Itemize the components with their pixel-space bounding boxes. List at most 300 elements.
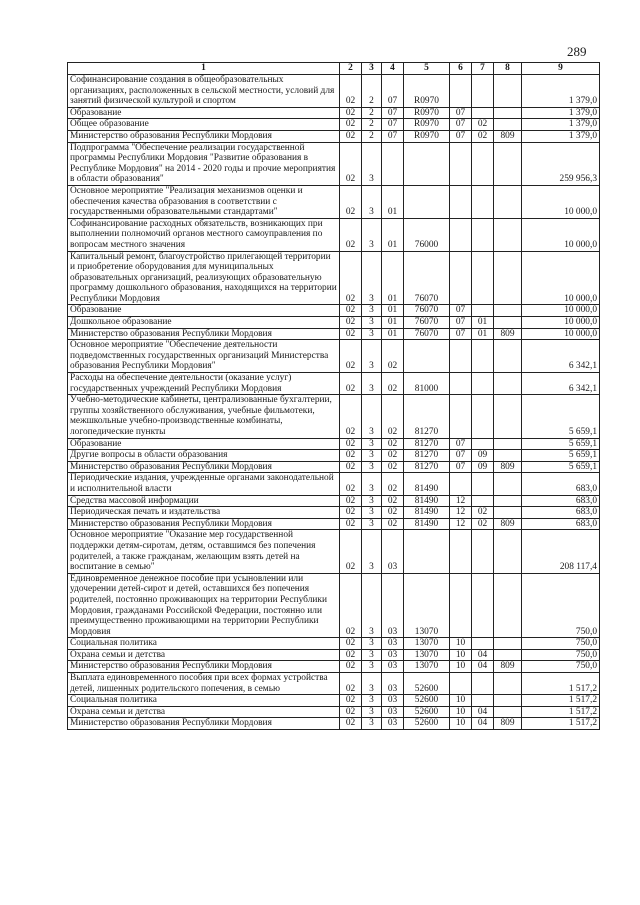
code-cell-6: 07: [450, 450, 472, 462]
code-cell-4: 03: [382, 530, 404, 573]
amount-cell: 750,0: [522, 649, 600, 661]
code-cell-4: 02: [382, 473, 404, 495]
code-cell-4: 02: [382, 450, 404, 462]
code-cell-5: 76070: [404, 305, 450, 317]
table-row: [68, 450, 600, 462]
code-cell-3: 3: [362, 507, 382, 519]
code-cell-4: 02: [382, 518, 404, 530]
code-cell-3: 3: [362, 706, 382, 718]
code-cell-2: 02: [340, 317, 362, 329]
amount-cell: 5 659,1: [522, 461, 600, 473]
table-row: [68, 142, 600, 185]
table-row: [68, 638, 600, 650]
code-cell-3: 3: [362, 340, 382, 373]
code-cell-3: 3: [362, 317, 382, 329]
code-cell-2: 02: [340, 495, 362, 507]
header-cell: 5: [404, 63, 450, 75]
code-cell-6: [450, 673, 472, 695]
code-cell-7: 09: [472, 450, 494, 462]
code-cell-2: 02: [340, 107, 362, 119]
amount-cell: 1 379,0: [522, 75, 600, 108]
code-cell-6: 07: [450, 438, 472, 450]
code-cell-7: [472, 142, 494, 185]
code-cell-8: [494, 218, 522, 251]
amount-cell: 1 517,2: [522, 673, 600, 695]
amount-cell: 683,0: [522, 507, 600, 519]
code-cell-7: 04: [472, 661, 494, 673]
code-cell-3: 3: [362, 573, 382, 638]
code-cell-4: 07: [382, 130, 404, 142]
row-name-cell: Министерство образования Республики Мордовия: [68, 130, 340, 142]
code-cell-2: 02: [340, 530, 362, 573]
amount-cell: 6 342,1: [522, 340, 600, 373]
code-cell-5: 81490: [404, 518, 450, 530]
row-name-cell: Основное мероприятие "Обеспечение деятельности подведомственных государственных организаций Министерства образования Республики Мордовия": [68, 340, 340, 373]
code-cell-2: 02: [340, 119, 362, 131]
code-cell-4: 02: [382, 507, 404, 519]
table-row: [68, 438, 600, 450]
code-cell-7: 02: [472, 119, 494, 131]
row-name-cell: Периодические издания, учрежденные органами законодательной и исполнительной власти: [68, 473, 340, 495]
amount-cell: 750,0: [522, 638, 600, 650]
amount-cell: 1 379,0: [522, 130, 600, 142]
code-cell-2: 02: [340, 305, 362, 317]
code-cell-3: 3: [362, 473, 382, 495]
code-cell-3: 3: [362, 218, 382, 251]
code-cell-4: 03: [382, 573, 404, 638]
code-cell-8: [494, 305, 522, 317]
code-cell-7: 04: [472, 706, 494, 718]
code-cell-4: 07: [382, 75, 404, 108]
row-name-cell: Дошкольное образование: [68, 317, 340, 329]
code-cell-4: 01: [382, 317, 404, 329]
code-cell-8: 809: [494, 518, 522, 530]
code-cell-2: 02: [340, 328, 362, 340]
code-cell-5: 13070: [404, 649, 450, 661]
row-name-cell: Охрана семьи и детства: [68, 649, 340, 661]
code-cell-5: 13070: [404, 573, 450, 638]
code-cell-8: [494, 450, 522, 462]
table-row: [68, 718, 600, 730]
code-cell-5: R0970: [404, 107, 450, 119]
row-name-cell: Капитальный ремонт, благоустройство прилегающей территории и приобретение оборудования для муниципальных образовательных организаций, реализующих образовательную программу дошкольного образования, находящихся на территории Республики Мордовия: [68, 251, 340, 305]
row-name-cell: Образование: [68, 305, 340, 317]
code-cell-5: R0970: [404, 130, 450, 142]
code-cell-6: 10: [450, 706, 472, 718]
code-cell-6: [450, 218, 472, 251]
amount-cell: 5 659,1: [522, 450, 600, 462]
table-row: [68, 317, 600, 329]
code-cell-4: 03: [382, 638, 404, 650]
code-cell-4: 02: [382, 395, 404, 438]
table-row: [68, 518, 600, 530]
code-cell-8: [494, 107, 522, 119]
code-cell-8: 809: [494, 718, 522, 730]
row-name-cell: Подпрограмма "Обеспечение реализации государственной программы Республики Мордовия "Развитие образования в Республике Мордовия" на 2014 - 2020 годы и прочие мероприятия в области образования": [68, 142, 340, 185]
code-cell-7: 02: [472, 507, 494, 519]
code-cell-7: [472, 573, 494, 638]
code-cell-6: [450, 530, 472, 573]
table-row: [68, 395, 600, 438]
code-cell-5: 81000: [404, 373, 450, 395]
code-cell-6: 07: [450, 461, 472, 473]
table-row: [68, 130, 600, 142]
code-cell-6: [450, 573, 472, 638]
row-name-cell: Единовременное денежное пособие при усыновлении или удочерении детей-сирот и детей, оставшихся без попечения родителей, постоянно проживающих на территории Республики Мордовия, гражданами Российской Федерации, постоянно или преимущественно проживающими на территории Республики Мордовия: [68, 573, 340, 638]
code-cell-7: [472, 473, 494, 495]
code-cell-6: 07: [450, 119, 472, 131]
code-cell-8: [494, 473, 522, 495]
code-cell-7: [472, 107, 494, 119]
amount-cell: 10 000,0: [522, 251, 600, 305]
code-cell-4: 03: [382, 673, 404, 695]
code-cell-4: 03: [382, 661, 404, 673]
code-cell-6: [450, 340, 472, 373]
code-cell-5: 13070: [404, 661, 450, 673]
code-cell-3: 3: [362, 142, 382, 185]
code-cell-2: 02: [340, 649, 362, 661]
code-cell-8: [494, 119, 522, 131]
amount-cell: 10 000,0: [522, 185, 600, 218]
code-cell-2: 02: [340, 473, 362, 495]
table-row: [68, 305, 600, 317]
code-cell-3: 3: [362, 649, 382, 661]
row-name-cell: Министерство образования Республики Мордовия: [68, 461, 340, 473]
code-cell-2: 02: [340, 573, 362, 638]
code-cell-4: 01: [382, 328, 404, 340]
table-row: [68, 530, 600, 573]
code-cell-4: 01: [382, 185, 404, 218]
code-cell-3: 3: [362, 638, 382, 650]
code-cell-2: 02: [340, 340, 362, 373]
code-cell-8: [494, 340, 522, 373]
code-cell-2: 02: [340, 661, 362, 673]
row-name-cell: Общее образование: [68, 119, 340, 131]
code-cell-2: 02: [340, 373, 362, 395]
code-cell-8: [494, 75, 522, 108]
amount-cell: 5 659,1: [522, 395, 600, 438]
amount-cell: 208 117,4: [522, 530, 600, 573]
table-row: [68, 328, 600, 340]
amount-cell: 1 517,2: [522, 718, 600, 730]
code-cell-7: [472, 438, 494, 450]
code-cell-5: 52600: [404, 673, 450, 695]
code-cell-6: [450, 251, 472, 305]
code-cell-6: 07: [450, 328, 472, 340]
table-row: [68, 507, 600, 519]
header-cell: 9: [522, 63, 600, 75]
code-cell-5: 81270: [404, 438, 450, 450]
code-cell-6: [450, 373, 472, 395]
code-cell-6: 07: [450, 130, 472, 142]
code-cell-7: [472, 395, 494, 438]
code-cell-8: [494, 507, 522, 519]
code-cell-8: [494, 395, 522, 438]
code-cell-3: 3: [362, 661, 382, 673]
budget-table: [67, 62, 600, 730]
code-cell-3: 3: [362, 395, 382, 438]
code-cell-3: 3: [362, 438, 382, 450]
code-cell-5: [404, 530, 450, 573]
code-cell-4: 01: [382, 251, 404, 305]
code-cell-4: 02: [382, 373, 404, 395]
row-name-cell: Министерство образования Республики Мордовия: [68, 718, 340, 730]
code-cell-2: 02: [340, 185, 362, 218]
code-cell-2: 02: [340, 518, 362, 530]
code-cell-4: 02: [382, 340, 404, 373]
code-cell-6: 12: [450, 518, 472, 530]
code-cell-3: 3: [362, 718, 382, 730]
code-cell-3: 3: [362, 450, 382, 462]
code-cell-4: 03: [382, 706, 404, 718]
code-cell-3: 3: [362, 695, 382, 707]
code-cell-4: 03: [382, 649, 404, 661]
row-name-cell: Министерство образования Республики Мордовия: [68, 518, 340, 530]
code-cell-5: 81270: [404, 395, 450, 438]
code-cell-4: 02: [382, 438, 404, 450]
code-cell-2: 02: [340, 450, 362, 462]
code-cell-3: 3: [362, 461, 382, 473]
code-cell-2: 02: [340, 218, 362, 251]
code-cell-2: 02: [340, 130, 362, 142]
code-cell-7: [472, 340, 494, 373]
row-name-cell: Министерство образования Республики Мордовия: [68, 661, 340, 673]
code-cell-2: 02: [340, 142, 362, 185]
code-cell-6: 10: [450, 661, 472, 673]
code-cell-6: 07: [450, 317, 472, 329]
code-cell-6: [450, 473, 472, 495]
code-cell-5: [404, 185, 450, 218]
row-name-cell: Софинансирование расходных обязательств, возникающих при выполнении полномочий органов местного самоуправления по вопросам местного значения: [68, 218, 340, 251]
code-cell-5: [404, 142, 450, 185]
code-cell-2: 02: [340, 706, 362, 718]
header-cell: 6: [450, 63, 472, 75]
code-cell-5: 81490: [404, 495, 450, 507]
code-cell-5: 76070: [404, 251, 450, 305]
header-cell: 3: [362, 63, 382, 75]
code-cell-2: 02: [340, 695, 362, 707]
code-cell-4: 02: [382, 461, 404, 473]
code-cell-7: 01: [472, 317, 494, 329]
code-cell-7: 02: [472, 518, 494, 530]
code-cell-3: 2: [362, 119, 382, 131]
amount-cell: 1 517,2: [522, 695, 600, 707]
code-cell-7: [472, 495, 494, 507]
code-cell-3: 3: [362, 185, 382, 218]
table-row: [68, 185, 600, 218]
table-row: [68, 75, 600, 108]
table-row: [68, 695, 600, 707]
code-cell-5: 13070: [404, 638, 450, 650]
code-cell-4: 01: [382, 305, 404, 317]
amount-cell: 10 000,0: [522, 317, 600, 329]
code-cell-8: [494, 530, 522, 573]
amount-cell: 683,0: [522, 473, 600, 495]
row-name-cell: Образование: [68, 438, 340, 450]
table-row: [68, 573, 600, 638]
code-cell-8: [494, 695, 522, 707]
amount-cell: 683,0: [522, 495, 600, 507]
amount-cell: 5 659,1: [522, 438, 600, 450]
code-cell-6: 12: [450, 507, 472, 519]
code-cell-3: 3: [362, 328, 382, 340]
code-cell-2: 02: [340, 461, 362, 473]
code-cell-2: 02: [340, 507, 362, 519]
code-cell-6: 10: [450, 638, 472, 650]
code-cell-3: 2: [362, 75, 382, 108]
code-cell-5: R0970: [404, 75, 450, 108]
code-cell-2: 02: [340, 395, 362, 438]
code-cell-6: [450, 142, 472, 185]
code-cell-8: 809: [494, 130, 522, 142]
code-cell-8: [494, 185, 522, 218]
code-cell-5: 76070: [404, 317, 450, 329]
code-cell-6: 07: [450, 107, 472, 119]
code-cell-5: [404, 340, 450, 373]
code-cell-5: 81490: [404, 507, 450, 519]
row-name-cell: Основное мероприятие "Оказание мер государственной поддержки детям-сиротам, детям, оставшимся без попечения родителей, а также гражданам, желающим взять детей на воспитание в семью": [68, 530, 340, 573]
code-cell-8: [494, 649, 522, 661]
amount-cell: 1 517,2: [522, 706, 600, 718]
amount-cell: 10 000,0: [522, 305, 600, 317]
code-cell-3: 3: [362, 373, 382, 395]
code-cell-7: [472, 530, 494, 573]
header-cell: 4: [382, 63, 404, 75]
row-name-cell: Министерство образования Республики Мордовия: [68, 328, 340, 340]
table-row: [68, 706, 600, 718]
code-cell-3: 3: [362, 518, 382, 530]
code-cell-8: [494, 706, 522, 718]
amount-cell: 10 000,0: [522, 218, 600, 251]
code-cell-3: 3: [362, 495, 382, 507]
code-cell-6: 10: [450, 649, 472, 661]
amount-cell: 683,0: [522, 518, 600, 530]
code-cell-8: [494, 673, 522, 695]
row-name-cell: Средства массовой информации: [68, 495, 340, 507]
code-cell-4: 03: [382, 695, 404, 707]
table-row: [68, 673, 600, 695]
row-name-cell: Образование: [68, 107, 340, 119]
row-name-cell: Выплата единовременного пособия при всех формах устройства детей, лишенных родительского попечения, в семью: [68, 673, 340, 695]
amount-cell: 750,0: [522, 573, 600, 638]
code-cell-6: [450, 395, 472, 438]
table-row: [68, 119, 600, 131]
code-cell-8: [494, 373, 522, 395]
code-cell-7: [472, 373, 494, 395]
code-cell-7: [472, 251, 494, 305]
row-name-cell: Социальная политика: [68, 695, 340, 707]
amount-cell: 10 000,0: [522, 328, 600, 340]
code-cell-7: 01: [472, 328, 494, 340]
table-header-row: [68, 63, 600, 75]
table-row: [68, 340, 600, 373]
code-cell-5: 52600: [404, 695, 450, 707]
code-cell-3: 2: [362, 107, 382, 119]
code-cell-7: [472, 673, 494, 695]
code-cell-2: 02: [340, 638, 362, 650]
code-cell-5: R0970: [404, 119, 450, 131]
amount-cell: 1 379,0: [522, 107, 600, 119]
code-cell-5: 81270: [404, 450, 450, 462]
code-cell-7: 04: [472, 649, 494, 661]
row-name-cell: Софинансирование создания в общеобразовательных организациях, расположенных в сельской местности, условий для занятий физической культурой и спортом: [68, 75, 340, 108]
code-cell-3: 3: [362, 251, 382, 305]
table-row: [68, 661, 600, 673]
code-cell-4: [382, 142, 404, 185]
code-cell-2: 02: [340, 438, 362, 450]
code-cell-7: [472, 695, 494, 707]
table-row: [68, 373, 600, 395]
code-cell-7: [472, 185, 494, 218]
code-cell-7: 02: [472, 130, 494, 142]
code-cell-7: [472, 218, 494, 251]
code-cell-2: 02: [340, 673, 362, 695]
code-cell-2: 02: [340, 75, 362, 108]
code-cell-6: [450, 185, 472, 218]
code-cell-3: 3: [362, 530, 382, 573]
code-cell-3: 2: [362, 130, 382, 142]
code-cell-8: [494, 438, 522, 450]
table-row: [68, 649, 600, 661]
row-name-cell: Социальная политика: [68, 638, 340, 650]
code-cell-8: 809: [494, 461, 522, 473]
row-name-cell: Учебно-методические кабинеты, централизованные бухгалтерии, группы хозяйственного обслуживания, учебные фильмотеки, межшкольные учебно-производственные комбинаты, логопедические пункты: [68, 395, 340, 438]
code-cell-8: [494, 638, 522, 650]
row-name-cell: Основное мероприятие "Реализация механизмов оценки и обеспечения качества образования в соответствии с государственными образовательными стандартами": [68, 185, 340, 218]
row-name-cell: Расходы на обеспечение деятельности (оказание услуг) государственных учреждений Республики Мордовия: [68, 373, 340, 395]
row-name-cell: Другие вопросы в области образования: [68, 450, 340, 462]
header-cell: 1: [68, 63, 340, 75]
row-name-cell: Охрана семьи и детства: [68, 706, 340, 718]
code-cell-7: 09: [472, 461, 494, 473]
code-cell-8: [494, 317, 522, 329]
code-cell-4: 07: [382, 119, 404, 131]
code-cell-4: 02: [382, 495, 404, 507]
code-cell-7: 04: [472, 718, 494, 730]
code-cell-4: 03: [382, 718, 404, 730]
code-cell-5: 81490: [404, 473, 450, 495]
row-name-cell: Периодическая печать и издательства: [68, 507, 340, 519]
page-number: 289: [567, 44, 587, 59]
code-cell-8: [494, 573, 522, 638]
code-cell-8: 809: [494, 661, 522, 673]
table-row: [68, 461, 600, 473]
amount-cell: 750,0: [522, 661, 600, 673]
code-cell-8: [494, 142, 522, 185]
code-cell-4: 07: [382, 107, 404, 119]
code-cell-8: [494, 495, 522, 507]
code-cell-7: [472, 638, 494, 650]
code-cell-2: 02: [340, 718, 362, 730]
code-cell-5: 76000: [404, 218, 450, 251]
code-cell-5: 76070: [404, 328, 450, 340]
code-cell-8: [494, 251, 522, 305]
code-cell-2: 02: [340, 251, 362, 305]
header-cell: 8: [494, 63, 522, 75]
code-cell-5: 52600: [404, 718, 450, 730]
code-cell-3: 3: [362, 305, 382, 317]
table-body: [68, 75, 600, 730]
code-cell-6: 12: [450, 495, 472, 507]
header-cell: 2: [340, 63, 362, 75]
amount-cell: 6 342,1: [522, 373, 600, 395]
amount-cell: 259 956,3: [522, 142, 600, 185]
code-cell-6: [450, 75, 472, 108]
table-row: [68, 495, 600, 507]
code-cell-6: 10: [450, 718, 472, 730]
table-row: [68, 473, 600, 495]
table-row: [68, 218, 600, 251]
